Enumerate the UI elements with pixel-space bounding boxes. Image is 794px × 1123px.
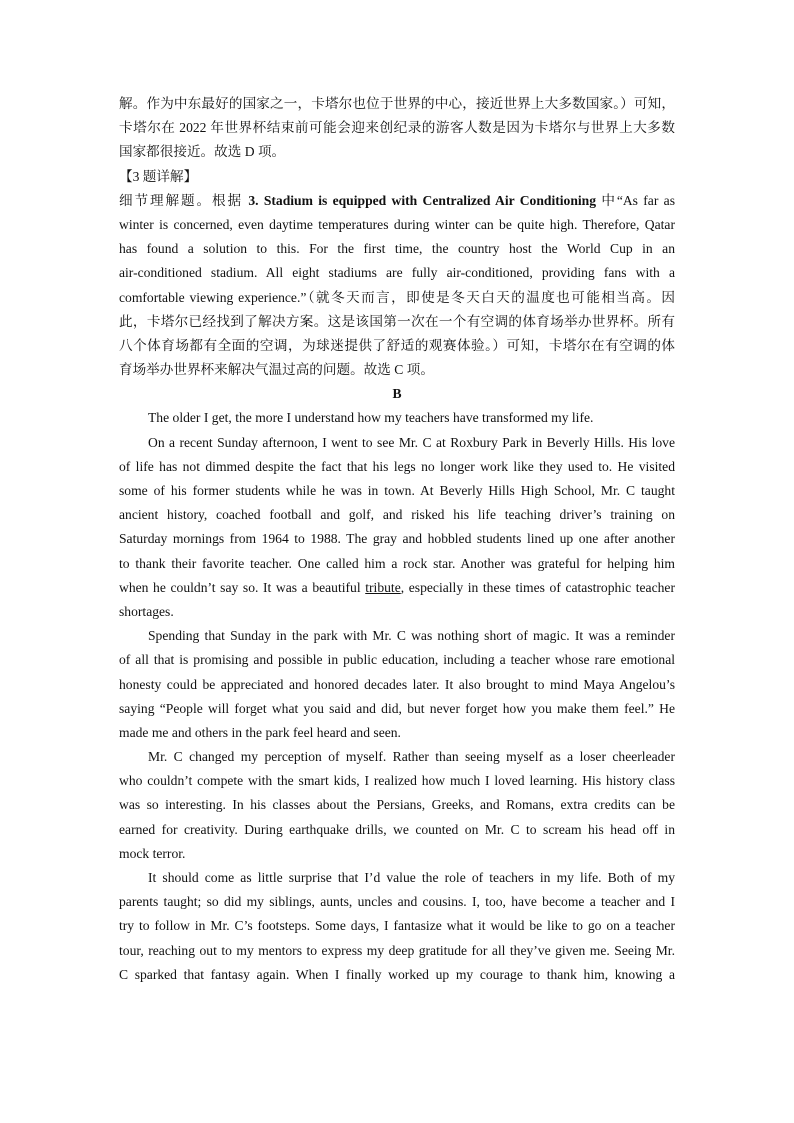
text-line: saying “People will forget what you said and did, but never forget how you make them feel.” He [119,700,675,716]
text-line [119,576,675,600]
text-line: 解。作为中东最好的国家之一，卡塔尔也位于世界的中心，接近世界上大多数国家。）可知， [119,96,675,111]
text-line: try to follow in Mr. C’s footsteps. Some days, I fantasize what it would be like to go on a teacher [119,918,675,934]
paragraph [119,866,675,987]
text-line: 八个体育场都有全面的空调，为球迷提供了舒适的观赛体验。）可知，卡塔尔在有空调的体 [119,337,675,353]
text-line: of all that is promising and possible in public education, including a teacher whose rare emotional [119,652,675,668]
text-line: 育场举办世界杯来解决气温过高的问题。故选 C 项。 [119,362,434,378]
text-line: Mr. C changed my perception of myself. Rather than seeing myself as a loser cheerleader [148,749,675,765]
text-line: comfortable viewing experience.”（就冬天而言，即使是冬天白天的温度也可能相当高。因 [119,289,675,305]
text-line: who couldn’t compete with the smart kids, I realized how much I loved learning. His history class [119,773,675,789]
text-line: earned for creativity. During earthquake drills, we counted on Mr. C to scream his head off in [119,821,675,837]
text-line: Saturday mornings from 1964 to 1988. The gray and hobbled students lined up one after another [119,531,675,547]
paragraph [119,406,675,430]
text-line: mock terror. [119,845,186,861]
text-line: air-conditioned stadium. All eight stadiums are fully air-conditioned, providing fans with a [119,265,675,281]
paragraph [119,431,675,625]
text-span: 细节理解题。根据 [119,192,249,208]
section-heading: B [392,386,402,402]
text-line: of life has not dimmed despite the fact that his legs no longer work like they used to. He visited [119,458,675,474]
question-3-heading: 【3 题详解】 [119,168,198,184]
page-content [119,92,675,987]
text-line: 此，卡塔尔已经找到了解决方案。这是该国第一次在一个有空调的体育场举办世界杯。所有 [119,313,675,329]
paragraph [119,624,675,745]
text-line: to thank their favorite teacher. One called him a rock star. Another was grateful for helping him [119,555,675,571]
previous-answer-explanation [119,92,675,165]
question-3-explanation [119,165,675,383]
text-span: , especially in these times of catastrophic teacher [400,579,675,595]
text-line: made me and others in the park feel heard and seen. [119,724,401,740]
text-line: The older I get, the more I understand how my teachers have transformed my life. [148,410,594,426]
text-line: winter is concerned, even daytime temperatures during winter can be quite high. Therefore, Qatar [119,216,675,232]
text-line: shortages. [119,603,174,619]
text-line: tour, reaching out to my mentors to express my deep gratitude for all they’ve given me. Seeing Mr. [119,942,675,958]
text-line: has found a solution to this. For the first time, the country host the World Cup in an [119,241,675,257]
text-line: It should come as little surprise that I’d value the role of teachers in my life. Both of my [148,870,675,885]
text-line: On a recent Sunday afternoon, I went to see Mr. C at Roxbury Park in Beverly Hills. His love [148,434,675,450]
text-line [119,189,675,213]
paragraph [119,745,675,866]
text-line: Spending that Sunday in the park with Mr. C was nothing short of magic. It was a reminder [148,628,675,644]
underlined-word: tribute [365,579,401,595]
text-line: some of his former students while he was in town. At Beverly Hills High School, Mr. C taught [119,483,675,498]
bold-reference: 3. Stadium is equipped with Centralized Air Conditioning [248,192,597,208]
text-line: C sparked that fantasy again. When I finally worked up my courage to thank him, knowing a [119,966,675,982]
text-line: was so interesting. In his classes about the Persians, Greeks, and Romans, extra credits can be [119,797,675,813]
text-line: honesty could be appreciated and honored decades later. It also brought to mind Maya Angelou’s [119,676,675,692]
text-line: ancient history, coached football and golf, and risked his life teaching driver’s training on [119,507,675,523]
text-span: 中“As far as [596,192,675,208]
text-line: 卡塔尔在 2022 年世界杯结束前可能会迎来创纪录的游客人数是因为卡塔尔与世界上大多数 [119,120,675,136]
text-line: 国家都很接近。故选 D 项。 [119,144,286,160]
text-span: when he couldn’t say so. It was a beautiful [119,579,366,595]
text-line: parents taught; so did my siblings, aunts, uncles and cousins. I, too, have become a teacher and I [119,894,675,910]
